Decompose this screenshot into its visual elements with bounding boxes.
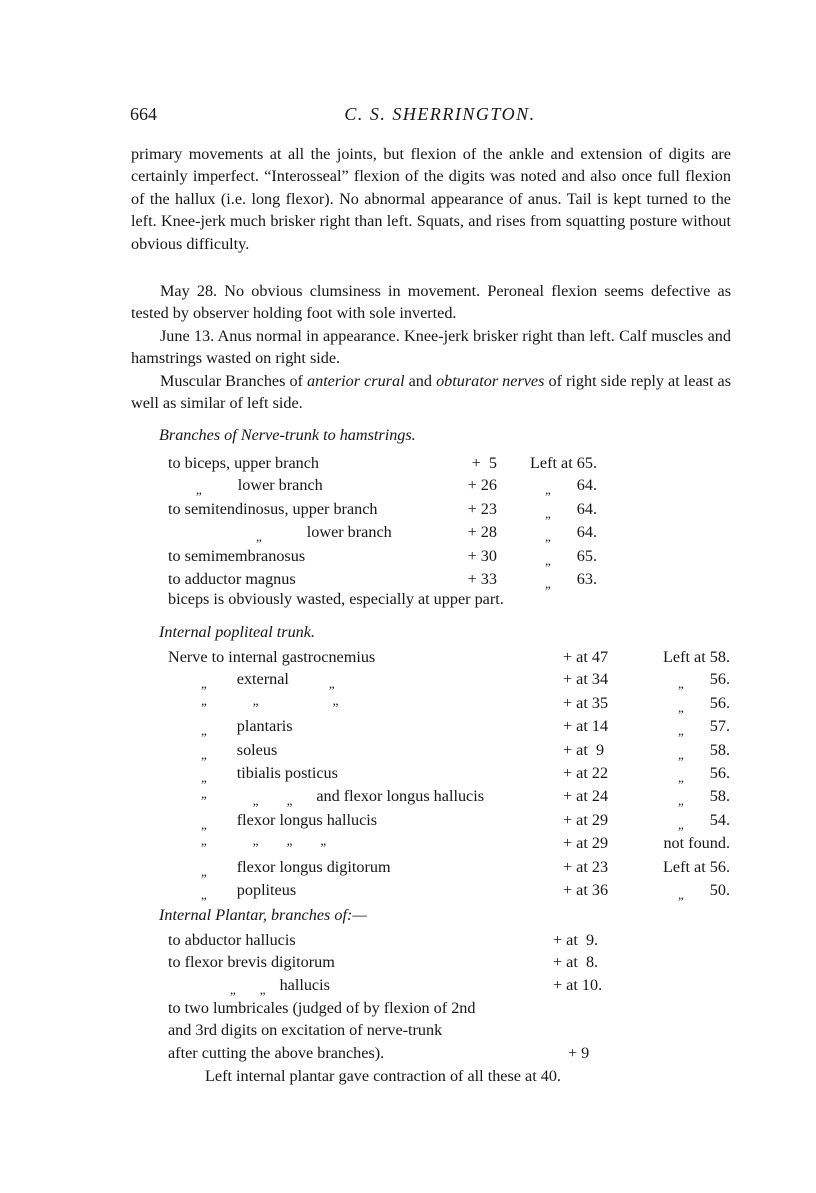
- table-row: „ plantaris + at 14 „ 57.: [201, 717, 730, 739]
- biceps-note: biceps is obviously wasted, especially at upper part.: [168, 590, 504, 608]
- table-row: to semimembranosus + 30 „ 65.: [168, 546, 597, 568]
- table-row: „ lower branch + 28 „ 64.: [256, 523, 597, 545]
- table-row: „ „ hallucis + at 10.: [230, 975, 603, 997]
- lumbricales-value: + 9: [568, 1044, 590, 1062]
- dated-notes: [131, 280, 731, 414]
- table-row: Nerve to internal gastrocnemius + at 47 Left at 58.: [168, 648, 730, 666]
- table-row: ” ” ” + at 35 „ 56.: [201, 693, 730, 715]
- note-may-28: May 28. No obvious clumsiness in movement. Peroneal flexion seems defective as tested by observer holding foot with sole inverted.: [131, 282, 731, 323]
- table-row: „ soleus + at 9 „ 58.: [201, 740, 730, 762]
- table-row: to adductor magnus + 33 „ 63.: [168, 570, 597, 592]
- table-row: to semitendinosus, upper branch + 23 „ 64.: [168, 499, 597, 521]
- table-row: „ external „ + at 34 „ 56.: [201, 670, 730, 692]
- lumbricales-line-3: after cutting the above branches). + 9: [168, 1042, 748, 1064]
- note-june-13: June 13. Anus normal in appearance. Knee-jerk brisker right than left. Calf muscles and hamstrings wasted on right side.: [131, 326, 731, 368]
- table-row: to abductor hallucis + at 9.: [168, 931, 599, 949]
- table-row: „ lower branch + 26 „ 64.: [196, 476, 597, 498]
- table-row: „ tibialis posticus + at 22 „ 56.: [201, 764, 730, 786]
- running-head: C. S. SHERRINGTON.: [344, 104, 536, 124]
- paragraph-1: [131, 143, 731, 255]
- lumbricales-line-1: to two lumbricales (judged of by flexion of 2nd: [168, 999, 476, 1017]
- table-row: „ flexor longus digitorum + at 23 Left at 56.: [201, 857, 730, 879]
- paragraph-text: primary movements at all the joints, but flexion of the ankle and extension of digits are certainly imperfect. “Interosseal” flexion of the digits was noted and also once full flexion of the hallux (i.e. long flexor). No abnormal appearance of anus. Tail is kept turned to the left. Knee-jerk much brisker right than left. Squats, and rises from squatting posture without obvious difficulty.: [131, 145, 731, 253]
- table-row: „ flexor longus hallucis + at 29 „ 54.: [201, 810, 730, 832]
- internal-popliteal-heading: Internal popliteal trunk.: [159, 623, 316, 641]
- page-number: 664: [130, 104, 157, 124]
- lumbricales-line-2: and 3rd digits on excitation of nerve-trunk: [168, 1021, 443, 1039]
- table-row: „ popliteus + at 36 „ 50.: [201, 881, 730, 903]
- hamstrings-table: [168, 452, 597, 591]
- table-row: ” ” ” ” + at 29 not found.: [201, 834, 730, 856]
- internal-plantar-table: [168, 929, 618, 997]
- page-header: [130, 104, 730, 128]
- hamstrings-heading: Branches of Nerve-trunk to hamstrings.: [159, 426, 416, 444]
- internal-plantar-heading: Internal Plantar, branches of:—: [159, 906, 367, 924]
- note-muscular-branches: Muscular Branches of anterior crural and obturator nerves of right side reply at least as well as similar of left side.: [131, 371, 731, 413]
- final-note: Left internal plantar gave contraction of all these at 40.: [205, 1067, 561, 1085]
- table-row: ” „ „ and flexor longus hallucis + at 24 „ 58.: [201, 787, 730, 809]
- internal-popliteal-table: [168, 646, 730, 902]
- table-row: to flexor brevis digitorum + at 8.: [168, 953, 599, 972]
- table-row: to biceps, upper branch + 5 Left at 65.: [168, 454, 597, 472]
